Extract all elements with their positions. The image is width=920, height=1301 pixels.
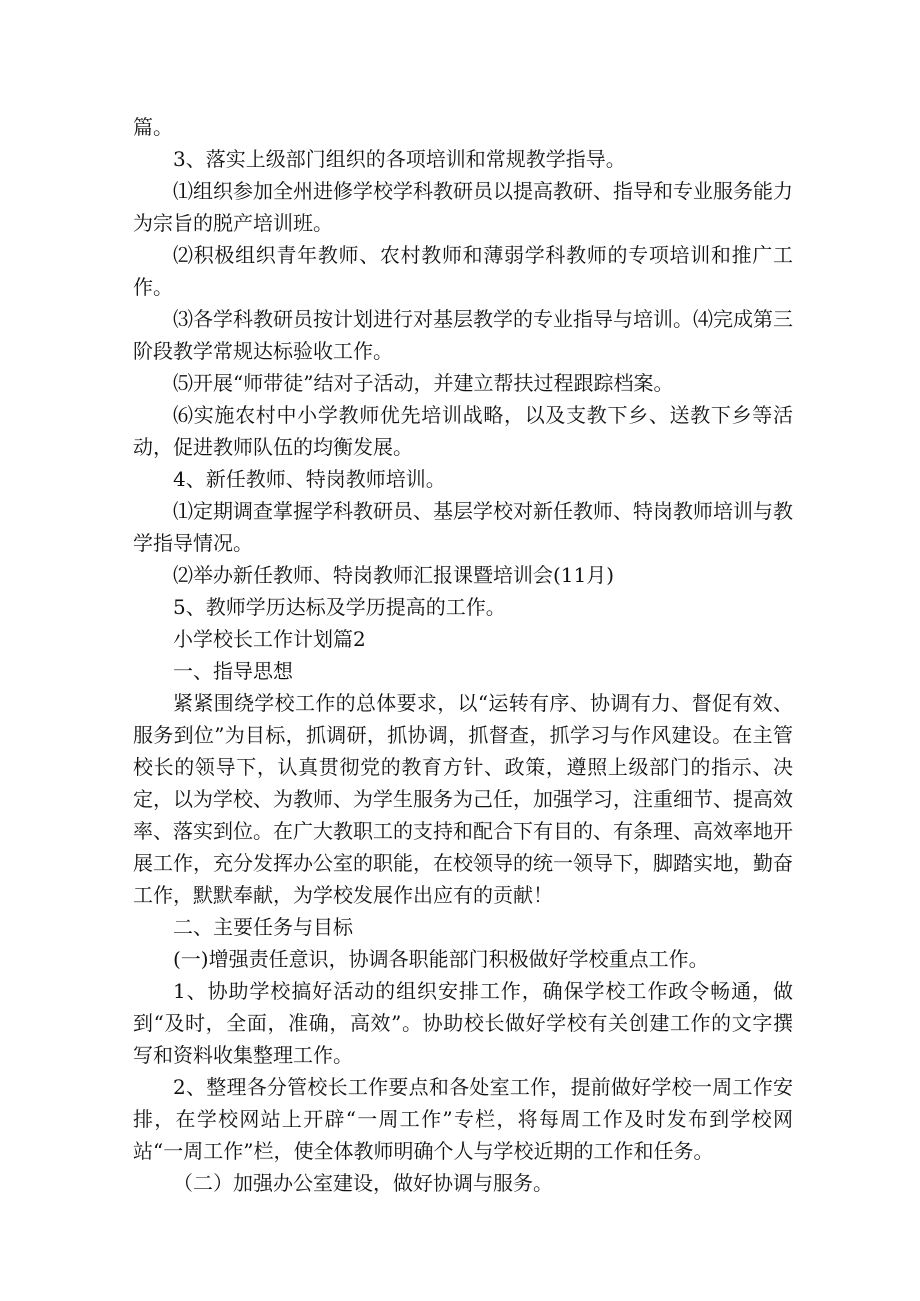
paragraph-task-1: 1、协助学校搞好活动的组织安排工作，确保学校工作政令畅通，做到“及时，全面，准确，高效”。协助校长做好学校有关创建工作的文字撰写和资料收集整理工作。 [133, 979, 793, 1067]
paragraph-task-2: 2、整理各分管校长工作要点和各处室工作，提前做好学校一周工作安排，在学校网站上开辟“一周工作”专栏，将每周工作及时发布到学校网站“一周工作”栏，使全体教师明确个人与学校近期的工作和任务。 [133, 1075, 793, 1163]
paragraph-item-4-2: ⑵举办新任教师、特岗教师汇报课暨培训会(11月) [173, 563, 615, 587]
paragraph-item-3: 3、落实上级部门组织的各项培训和常规教学指导。 [173, 147, 626, 171]
paragraph-continuation: 篇。 [133, 115, 173, 139]
paragraph-item-4: 4、新任教师、特岗教师培训。 [173, 467, 446, 491]
paragraph-subheading-2: （二）加强办公室建设，做好协调与服务。 [173, 1171, 553, 1195]
paragraph-item-3-2: ⑵积极组织青年教师、农村教师和薄弱学科教师的专项培训和推广工作。 [133, 243, 793, 299]
paragraph-item-3-1: ⑴组织参加全州进修学校学科教研员以提高教研、指导和专业服务能力为宗旨的脱产培训班。 [133, 179, 793, 235]
paragraph-item-3-6: ⑹实施农村中小学教师优先培训战略，以及支教下乡、送教下乡等活动，促进教师队伍的均衡发展。 [133, 403, 793, 459]
heading-main-tasks: 二、主要任务与目标 [173, 915, 353, 939]
section-title: 小学校长工作计划篇2 [173, 627, 366, 651]
paragraph-subheading-1: (一)增强责任意识，协调各职能部门积极做好学校重点工作。 [173, 947, 709, 971]
paragraph-item-3-5: ⑸开展“师带徒”结对子活动，并建立帮扶过程跟踪档案。 [173, 371, 674, 395]
paragraph-item-5: 5、教师学历达标及学历提高的工作。 [173, 595, 506, 619]
paragraph-item-3-3: ⑶各学科教研员按计划进行对基层教学的专业指导与培训。⑷完成第三阶段教学常规达标验收工作。 [133, 307, 793, 363]
paragraph-item-4-1: ⑴定期调查掌握学科教研员、基层学校对新任教师、特岗教师培训与教学指导情况。 [133, 499, 793, 555]
paragraph-guiding-thought: 紧紧围绕学校工作的总体要求，以“运转有序、协调有力、督促有效、服务到位”为目标，抓调研，抓协调，抓督查，抓学习与作风建设。在主管校长的领导下，认真贯彻党的教育方针、政策，遵照上级部门的指示、决定，以为学校、为教师、为学生服务为己任，加强学习，注重细节、提高效率、落实到位。在广大教职工的支持和配合下有目的、有条理、高效率地开展工作，充分发挥办公室的职能，在校领导的统一领导下，脚踏实地，勤奋工作，默默奉献，为学校发展作出应有的贡献！ [133, 691, 793, 907]
heading-guiding-thought: 一、指导思想 [173, 659, 293, 683]
